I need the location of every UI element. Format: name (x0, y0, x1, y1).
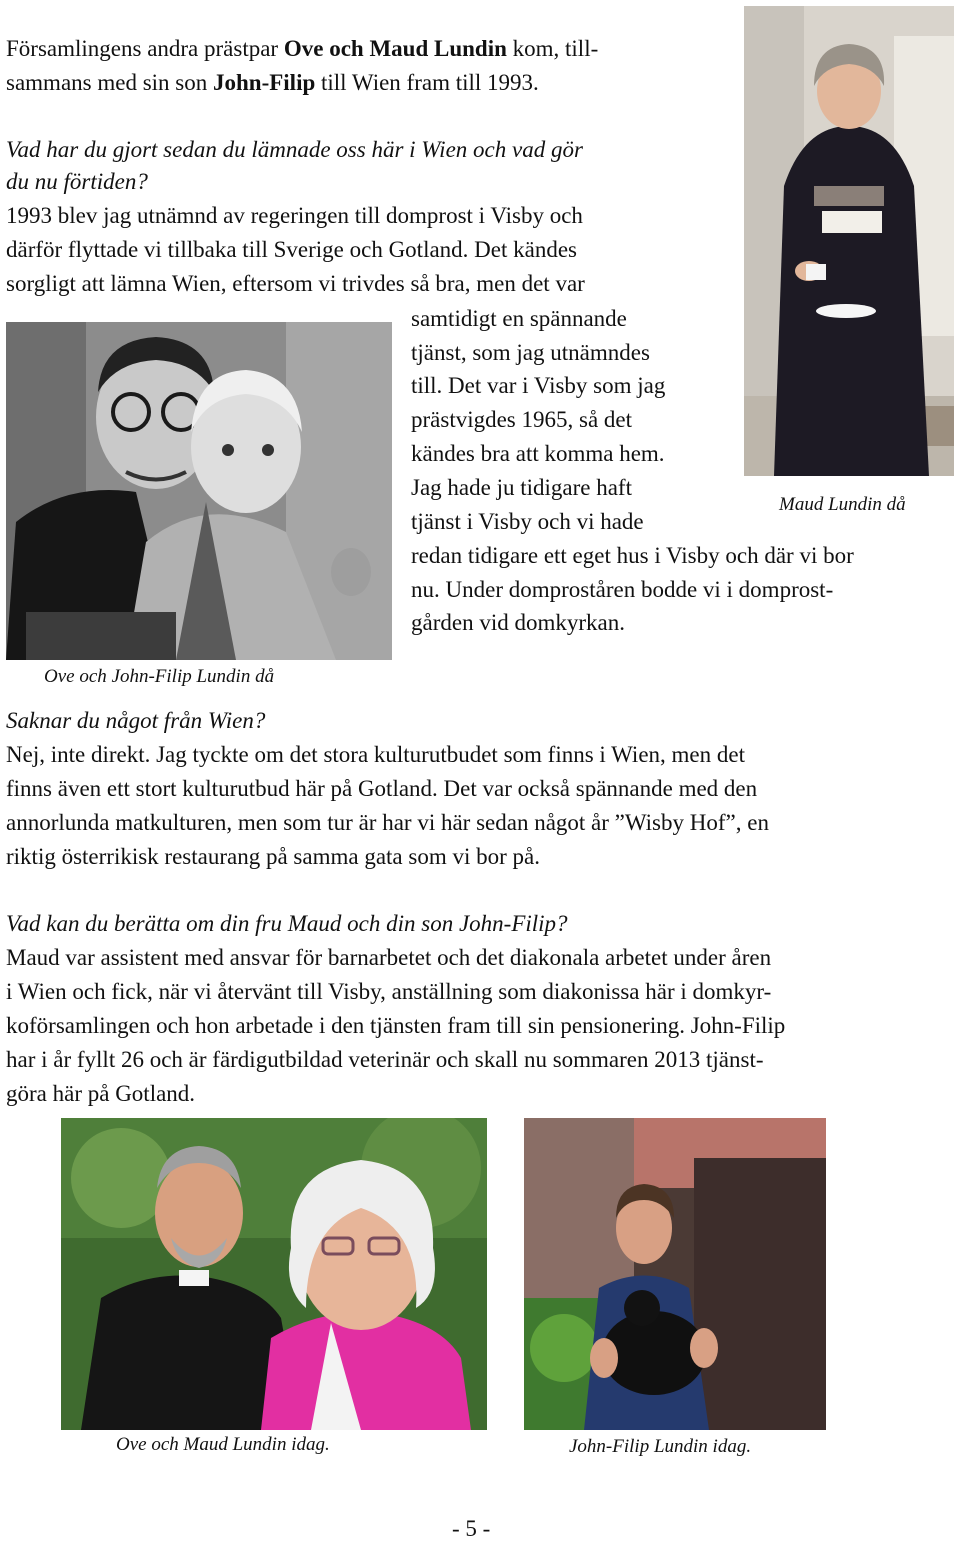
caption-maud-then: Maud Lundin då (779, 494, 906, 515)
answer-1-line: till. Det var i Visby som jag (411, 373, 666, 398)
answer-1-line: tjänst, som jag utnämndes (411, 340, 650, 365)
question-1-line-2: du nu förtiden? (6, 169, 148, 194)
intro-names-bold: Ove och Maud Lundin (283, 36, 507, 61)
answer-1-line: nu. Under domproståren bodde vi i domprost- (411, 577, 834, 602)
answer-1-line: 1993 blev jag utnämnd av regeringen till domprost i Visby och (6, 203, 583, 228)
answer-1-line: prästvigdes 1965, så det (411, 407, 633, 432)
answer-3-line: koförsamlingen och hon arbetade i den tjänsten fram till sin pensionering. John-Filip (6, 1013, 786, 1038)
answer-1-line: kändes bra att komma hem. (411, 441, 665, 466)
photo-johnfilip-now (524, 1118, 826, 1430)
photo-maud-then (744, 6, 954, 476)
answer-1-line: redan tidigare ett eget hus i Visby och där vi bor (411, 543, 854, 568)
answer-3-line: i Wien och fick, när vi återvänt till Visby, anställning som diakonissa här i domkyr- (6, 979, 772, 1004)
answer-1-line: sorgligt att lämna Wien, eftersom vi trivdes så bra, men det var (6, 271, 585, 296)
caption-ove-johnfilip-then: Ove och John-Filip Lundin då (44, 666, 275, 687)
intro-line-2: sammans med sin son John-Filip till Wien fram till 1993. (6, 70, 539, 95)
answer-2-line: finns även ett stort kulturutbud här på Gotland. Det var också spännande med den (6, 776, 758, 801)
photo-ove-maud-now (61, 1118, 487, 1430)
question-3: Vad kan du berätta om din fru Maud och din son John-Filip? (6, 911, 568, 936)
answer-3-line: har i år fyllt 26 och är färdigutbildad veterinär och skall nu sommaren 2013 tjänst- (6, 1047, 764, 1072)
answer-1-line: tjänst i Visby och vi hade (411, 509, 644, 534)
answer-1-line: Jag hade ju tidigare haft (411, 475, 632, 500)
question-2: Saknar du något från Wien? (6, 708, 266, 733)
answer-1-line: samtidigt en spännande (411, 306, 627, 331)
caption-ove-maud-now: Ove och Maud Lundin idag. (116, 1434, 330, 1455)
answer-3-line: göra här på Gotland. (6, 1081, 196, 1106)
answer-2-line: Nej, inte direkt. Jag tyckte om det stora kulturutbudet som finns i Wien, men det (6, 742, 745, 767)
page-number: - 5 - (452, 1516, 491, 1541)
answer-1-line: gården vid domkyrkan. (411, 610, 625, 635)
caption-johnfilip-now: John-Filip Lundin idag. (569, 1436, 752, 1457)
intro-son-bold: John-Filip (213, 70, 316, 95)
answer-3-line: Maud var assistent med ansvar för barnarbetet och det diakonala arbetet under åren (6, 945, 772, 970)
answer-1-line: därför flyttade vi tillbaka till Sverige och Gotland. Det kändes (6, 237, 578, 262)
intro-line-1: Församlingens andra prästpar Ove och Maud Lundin kom, till- (6, 36, 599, 61)
answer-2-line: annorlunda matkulturen, men som tur är har vi här sedan något år ”Wisby Hof”, en (6, 810, 769, 835)
photo-ove-johnfilip-then (6, 322, 392, 660)
question-1-line-1: Vad har du gjort sedan du lämnade oss här i Wien och vad gör (6, 137, 583, 162)
answer-2-line: riktig österrikisk restaurang på samma gata som vi bor på. (6, 844, 540, 869)
